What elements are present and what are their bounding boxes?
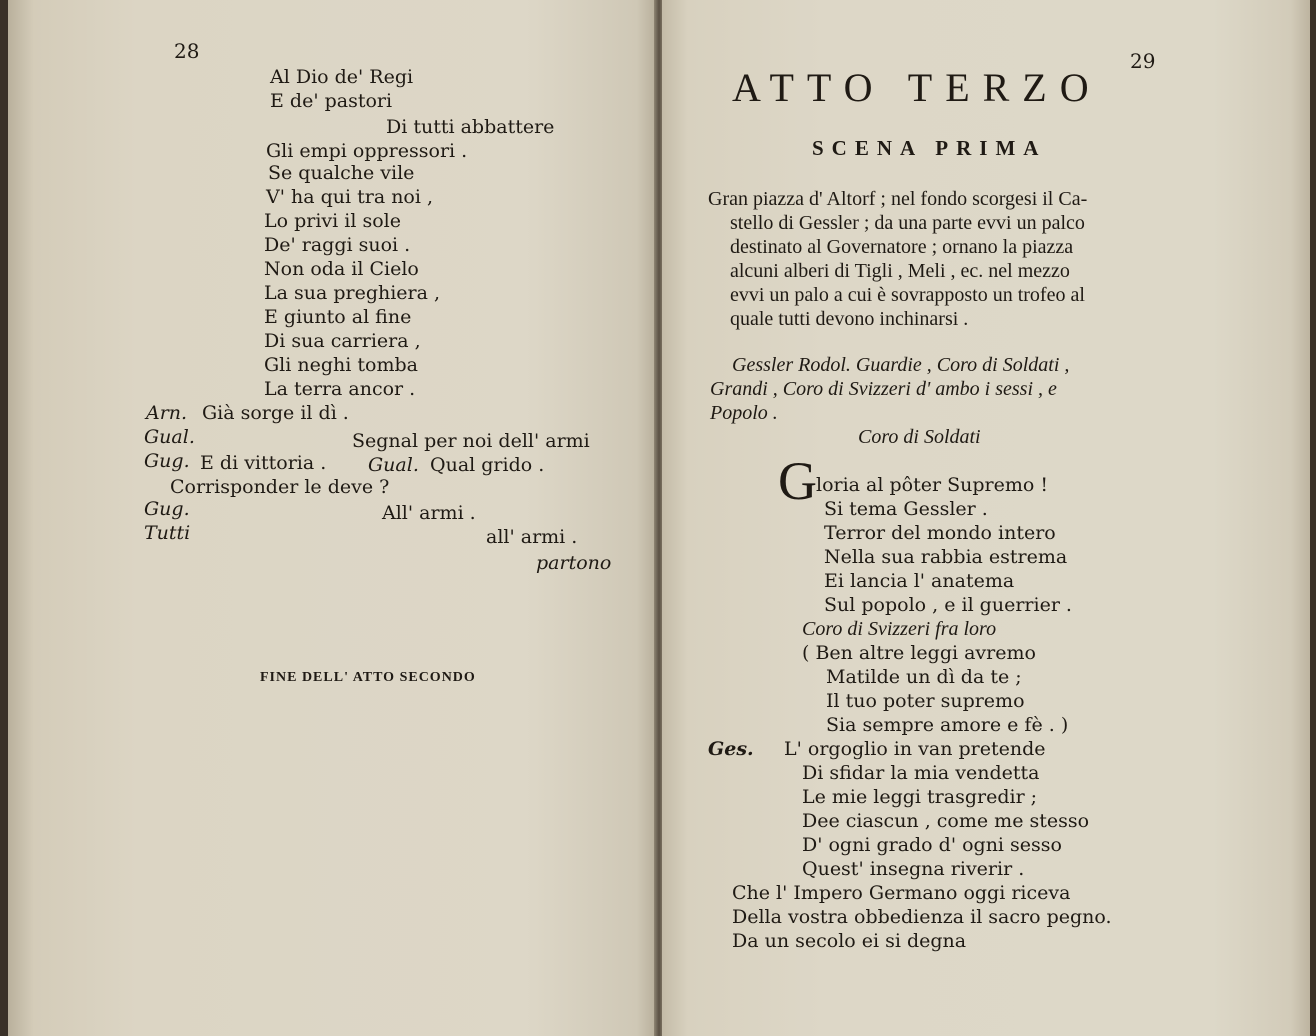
page-number: 28 — [174, 39, 200, 63]
chorus-line: ( Ben altre leggi avremo — [802, 642, 1036, 664]
dialogue-line: E di vittoria . — [200, 452, 327, 474]
chorus-line: Ei lancia l' anatema — [824, 570, 1015, 592]
verse-line: E de' pastori — [270, 90, 393, 112]
verse-line: Gli neghi tomba — [264, 354, 418, 376]
scene-title: SCENA PRIMA — [812, 136, 1047, 160]
chorus-line: Matilde un dì da te ; — [826, 666, 1022, 688]
stage-direction: partono — [536, 552, 612, 574]
chorus-line: Sul popolo , e il guerrier . — [824, 594, 1072, 616]
right-page — [662, 0, 1310, 1036]
dialogue-line: Della vostra obbedienza il sacro pegno. — [732, 906, 1112, 928]
setting-line: alcuni alberi di Tigli , Meli , ec. nel mezzo — [730, 260, 1070, 282]
chorus-line: Il tuo poter supremo — [826, 690, 1025, 712]
verse-line: La sua preghiera , — [264, 282, 441, 304]
dialogue-line: Da un secolo ei si degna — [732, 930, 967, 952]
speaker-name: Gual. — [144, 426, 195, 448]
page-number: 29 — [1130, 49, 1156, 73]
dialogue-line: Corrisponder le deve ? — [170, 476, 390, 498]
verse-line: Di tutti abbattere — [386, 116, 555, 138]
dialogue-line: D' ogni grado d' ogni sesso — [802, 834, 1062, 856]
dialogue-line: Quest' insegna riverir . — [802, 858, 1025, 880]
setting-line: Gran piazza d' Altorf ; nel fondo scorgesi il Ca- — [708, 188, 1088, 210]
speaker-name: Gug. — [144, 498, 190, 520]
drop-cap: G — [778, 451, 817, 511]
verse-line: Se qualche vile — [268, 162, 415, 184]
dialogue-line: Segnal per noi dell' armi — [352, 430, 590, 452]
speaker-name: Arn. — [146, 402, 188, 424]
verse-line: La terra ancor . — [264, 378, 416, 400]
dialogue-line: All' armi . — [382, 502, 476, 524]
characters-line: Popolo . — [710, 402, 778, 424]
speaker-name: Gug. — [144, 450, 190, 472]
chorus-line: Si tema Gessler . — [824, 498, 988, 520]
verse-line: Di sua carriera , — [264, 330, 421, 352]
dialogue-line: Le mie leggi trasgredir ; — [802, 786, 1038, 808]
verse-line: De' raggi suoi . — [264, 234, 411, 256]
verse-line: E giunto al fine — [264, 306, 412, 328]
dialogue-line: Di sfidar la mia vendetta — [802, 762, 1040, 784]
verse-line: V' ha qui tra noi , — [266, 186, 434, 208]
setting-line: evvi un palo a cui è sovrapposto un trofeo al — [730, 284, 1085, 306]
setting-line: stello di Gessler ; da una parte evvi un palco — [730, 212, 1085, 234]
chorus-line: Terror del mondo intero — [824, 522, 1056, 544]
characters-line: Grandi , Coro di Svizzeri d' ambo i sessi , e — [710, 378, 1057, 400]
chorus-line: Nella sua rabbia estrema — [824, 546, 1068, 568]
chorus-heading: Coro di Svizzeri fra loro — [802, 618, 997, 640]
dialogue-line: all' armi . — [486, 526, 578, 548]
verse-line: Lo privi il sole — [264, 210, 401, 232]
speaker-name: Gual. — [368, 454, 419, 476]
end-of-act-label: FINE DELL' ATTO SECONDO — [260, 670, 476, 685]
dialogue-line: Che l' Impero Germano oggi riceva — [732, 882, 1071, 904]
setting-line: quale tutti devono inchinarsi . — [730, 308, 969, 330]
dialogue-line: Già sorge il dì . — [202, 402, 349, 424]
dialogue-line: L' orgoglio in van pretende — [784, 738, 1046, 760]
verse-line: Non oda il Cielo — [264, 258, 419, 280]
verse-line: Gli empi oppressori . — [266, 140, 468, 162]
setting-line: destinato al Governatore ; ornano la piazza — [730, 236, 1074, 258]
left-page — [8, 0, 656, 1036]
speaker-name: Tutti — [144, 522, 191, 544]
characters-line: Gessler Rodol. Guardie , Coro di Soldati , — [732, 354, 1070, 376]
chorus-line: loria al pôter Supremo ! — [816, 474, 1048, 496]
dialogue-line: Dee ciascun , come me stesso — [802, 810, 1090, 832]
verse-line: Al Dio de' Regi — [270, 66, 414, 88]
chorus-heading: Coro di Soldati — [858, 426, 981, 448]
chorus-line: Sia sempre amore e fè . ) — [826, 714, 1069, 736]
dialogue-line: Qual grido . — [430, 454, 545, 476]
act-title: ATTO TERZO — [732, 65, 1102, 110]
speaker-name: Ges. — [708, 738, 754, 760]
